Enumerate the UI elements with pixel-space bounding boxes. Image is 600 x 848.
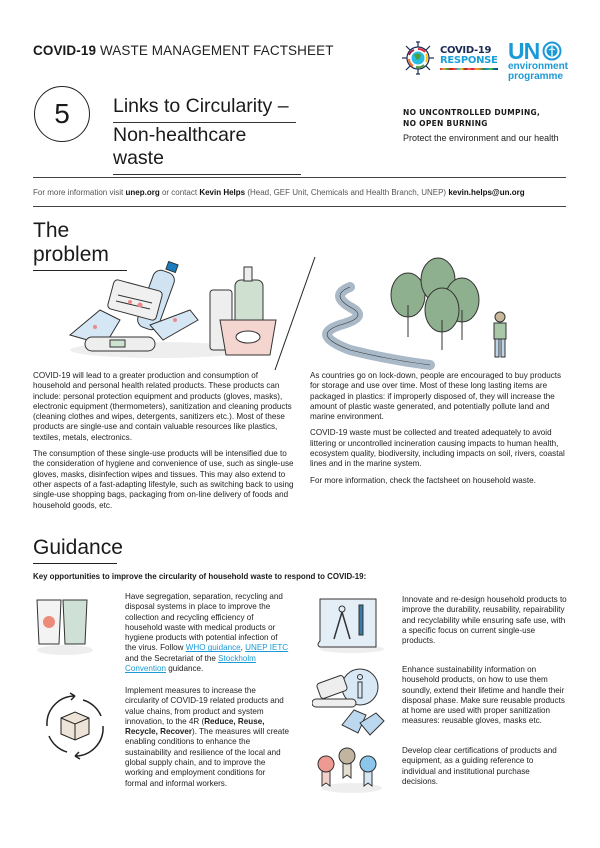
slogan-line1: NO UNCONTROLLED DUMPING, xyxy=(403,108,541,117)
recycling-box-icon xyxy=(35,686,125,766)
text: Have segregation, separation, recycling and disposal systems in place to improve the collection and recycling efficiency of household waste with medical products or hygiene products with potential infection of the virus. Follow xyxy=(125,592,283,653)
guidance-item-redesign xyxy=(312,595,567,655)
unep-line1: environment xyxy=(508,61,569,72)
factsheet-series-title xyxy=(33,43,334,58)
guidance-item-text xyxy=(125,592,290,674)
text: guidance. xyxy=(165,664,204,674)
text: ). The measures will create enabling conditions to enhance the sustainability and resilience of the local and global supply chain, and to improve the working and employment conditions for formal and informal workers. xyxy=(125,727,290,788)
covid-logo-line2: RESPONSE xyxy=(440,55,498,66)
award-ribbons-icon xyxy=(312,746,402,796)
person-icon xyxy=(494,312,506,357)
guidance-item-text: Develop clear certifications of products and equipment, as a guiding reference to individual and institutional purchase decisions. xyxy=(402,746,557,786)
guidance-item-circularity xyxy=(35,686,290,789)
slogan-block xyxy=(403,107,559,143)
stockholm-convention-link[interactable]: Stockholm Convention xyxy=(125,653,256,674)
blueprint-compass-icon xyxy=(312,595,402,655)
text: , xyxy=(240,643,246,653)
cleaning-products-icon xyxy=(210,267,276,355)
contact-site-link[interactable]: unep.org xyxy=(125,187,160,197)
guidance-item-text: Enhance sustainability information on household products, on how to use them soundly, extend their lifetime and handle their disposal phase. Make sure reusable products at home are used with proper sanitization measures: reusable gloves, masks etc. xyxy=(402,665,565,726)
guidance-item-certification xyxy=(312,746,567,796)
slogan-line2: NO OPEN BURNING xyxy=(403,119,488,128)
trees-icon xyxy=(391,258,479,350)
contact-name: Kevin Helps xyxy=(199,187,246,197)
unep-logo xyxy=(508,40,568,82)
river-landscape-illustration xyxy=(327,258,506,365)
un-emblem-icon xyxy=(542,41,562,61)
thermometer-icon xyxy=(85,337,155,351)
problem-heading: The problem xyxy=(33,219,127,271)
who-guidance-link[interactable]: WHO guidance xyxy=(185,643,241,653)
problem-paragraph: As countries go on lock-down, people are encouraged to buy products for storage and use over time. Most of these long lasting items are packaged in plastics: if improperly disposed of, they will increase the amount of plastic waste generated, and potentially pollute land and marine environment. xyxy=(310,371,562,422)
guidance-item-text xyxy=(125,686,290,789)
waste-bins-icon xyxy=(35,592,125,662)
topic-title-line2: Non-healthcare waste xyxy=(113,124,301,175)
title-light: WASTE MANAGEMENT FACTSHEET xyxy=(99,43,334,58)
guidance-item-information xyxy=(312,665,567,745)
four-r-bold: Reduce, Reuse, Recycle, Recover xyxy=(125,716,265,737)
virus-globe-icon xyxy=(400,40,436,76)
contact-role: (Head, GEF Unit, Chemicals and Health Branch, UNEP) xyxy=(247,187,447,197)
contact-email-link[interactable]: kevin.helps@un.org xyxy=(448,187,525,197)
problem-left-column xyxy=(33,371,295,517)
problem-illustration xyxy=(30,245,570,370)
problem-paragraph: COVID-19 waste must be collected and treated adequately to avoid littering or uncontrolled incineration causing impacts to human health, ecosystem quality, biodiversity, including impacts on soil, rivers, coastal lines and in the marine system. xyxy=(310,428,565,469)
sdg-color-stripe xyxy=(440,68,498,70)
contact-mid: or contact xyxy=(161,187,198,197)
title-bold: COVID-19 xyxy=(33,43,97,58)
problem-right-column xyxy=(310,371,572,492)
covid-response-logo xyxy=(400,40,498,76)
contact-prefix: For more information visit xyxy=(33,187,124,197)
unep-ietc-link[interactable]: UNEP IETC xyxy=(245,643,289,653)
guidance-item-text: Innovate and re-design household products to improve the durability, reusability, repairability and recyclability while ensuring safe use, with a specific focus on current single-use products. xyxy=(402,595,567,646)
info-mask-gloves-icon xyxy=(312,665,402,745)
unep-line2: programme xyxy=(508,71,564,82)
guidance-item-segregation xyxy=(35,592,290,674)
slogan-line3: Protect the environment and our health xyxy=(403,133,559,143)
factsheet-number: 5 xyxy=(34,86,90,142)
un-wordmark: UN xyxy=(508,38,540,64)
single-use-products-illustration xyxy=(70,262,276,358)
divider-slash xyxy=(275,257,315,370)
text: and the Secretariat of the xyxy=(125,653,219,663)
problem-paragraph: COVID-19 will lead to a greater production and consumption of household and personal health related products. These products can include: personal protection equipment and products (gloves, masks), electronic equipment (thermometers), sanitization and cleaning products (cleaning clothes and wipes, detergents, sanitizers etc.). Most of these products are single-use and contain valuable resources like plastics, textiles, metals, electronics. xyxy=(33,371,292,442)
problem-paragraph: For more information, check the factsheet on household waste. xyxy=(310,475,536,485)
contact-bar xyxy=(33,177,566,207)
guidance-intro: Key opportunities to improve the circularity of household waste to respond to COVID-19: xyxy=(33,572,367,581)
text: Implement measures to increase the circularity of COVID-19 related products and value chains, from product and system innovation, to the 4R ( xyxy=(125,686,284,726)
topic-title-line1: Links to Circularity – xyxy=(113,95,296,123)
problem-paragraph: The consumption of these single-use products will be intensified due to the consideration of hygiene and convenience of use, such as single-use gloves, masks, disinfection wipes and tissues. This may also extend to other aspects of a fast-adapting lifestyle, such as switching back to using single-use shopping bags, packaging from on-line delivery of foods and household goods, etc. xyxy=(33,449,294,510)
covid-logo-line1: COVID-19 xyxy=(440,45,492,56)
guidance-heading: Guidance xyxy=(33,536,117,564)
